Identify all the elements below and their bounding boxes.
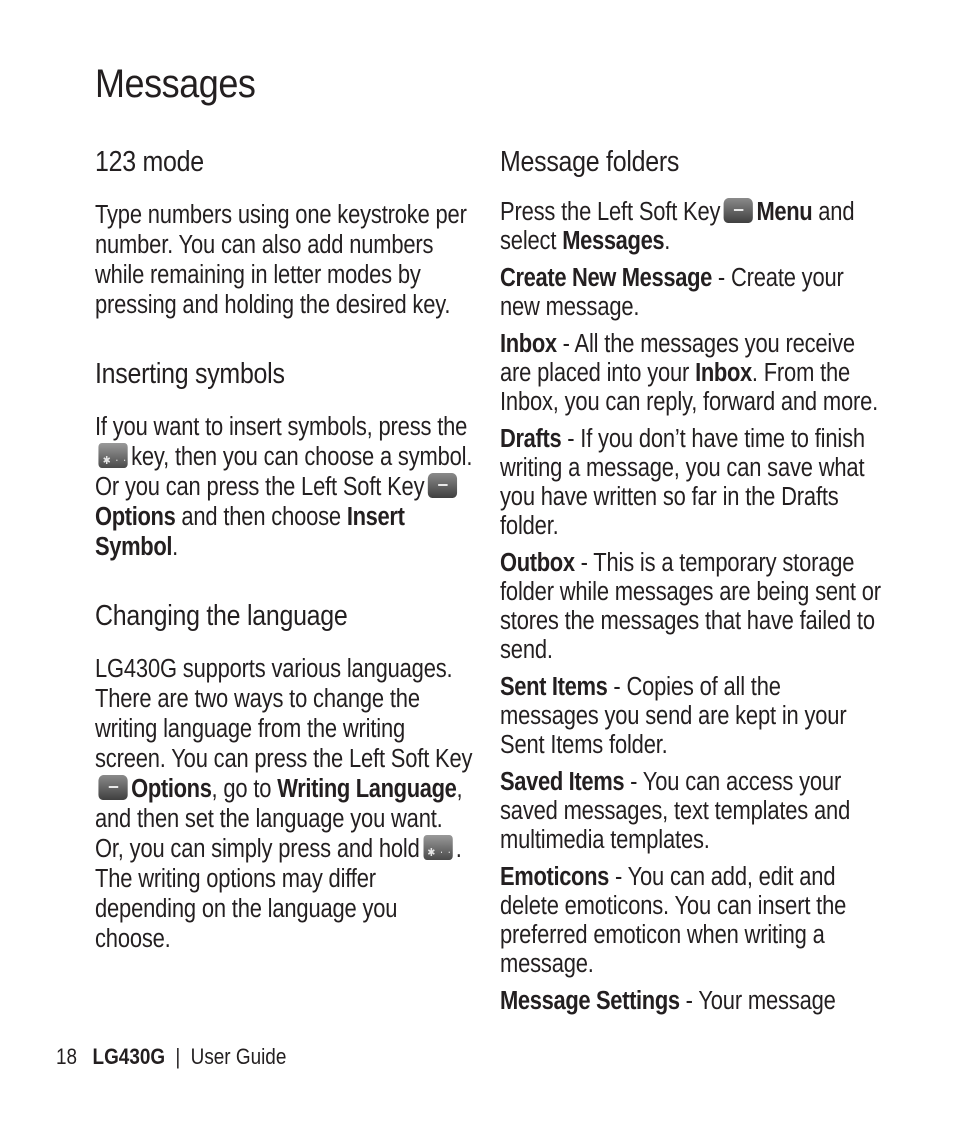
messages-term: Messages (562, 227, 665, 255)
writing-language-term: Writing Language (277, 775, 457, 803)
left-soft-key-icon (428, 473, 457, 498)
footer-label: User Guide (190, 1044, 287, 1069)
folder-item-outbox: Outbox - This is a temporary storage folder while messages are being sent or stores the messages that have failed to send. (500, 549, 881, 664)
left-column (95, 144, 473, 954)
folder-item-saved-items: Saved Items - You can access your saved messages, text templates and multimedia templates. (500, 768, 851, 854)
menu-term: Menu (756, 198, 813, 226)
section-text-inserting-symbols: If you want to insert symbols, press the✱ · ·key, then you can choose a symbol. Or you can press the Left Soft KeyOptions and then choose Insert Symbol. (95, 412, 472, 562)
folder-item-sent-items: Sent Items - Copies of all the messages you send are kept in your Sent Items folder. (500, 673, 847, 759)
insert-symbol-term: Insert Symbol (95, 503, 405, 561)
page-title: Messages (95, 62, 256, 106)
section-text-123-mode: Type numbers using one keystroke per number. You can also add numbers while remaining in letter modes by pressing and holding the desired key. (95, 201, 467, 319)
message-folders-intro: Press the Left Soft Key Menu and select Messages. (500, 198, 855, 255)
folder-item-inbox: Inbox - All the messages you receive are placed into your Inbox. From the Inbox, you can reply, forward and more. (500, 330, 879, 416)
folder-item-drafts: Drafts - If you don’t have time to finish writing a message, you can save what you have written so far in the Drafts folder. (500, 425, 865, 540)
left-soft-key-icon (98, 775, 127, 800)
star-key-icon (423, 835, 452, 860)
page-footer (56, 1044, 286, 1070)
section-heading-inserting-symbols: Inserting symbols (95, 358, 285, 390)
options-term: Options (95, 503, 176, 531)
folder-item-emoticons: Emoticons - You can add, edit and delete emoticons. You can insert the preferred emoticon when writing a message. (500, 863, 847, 978)
footer-model: LG430G (92, 1044, 166, 1069)
section-heading-changing-language: Changing the language (95, 600, 348, 632)
section-text-changing-language: LG430G supports various languages. There are two ways to change the writing language from the writing screen. You can press the Left Soft KeyOptions, go to Writing Language, and then set the language you want. Or, you can simply press and hold✱ · · . The writing options may differ depending on the language you choose. (95, 654, 472, 954)
section-heading-123-mode: 123 mode (95, 146, 204, 178)
options-term: Options (131, 775, 212, 803)
footer-separator: | (175, 1044, 181, 1069)
left-soft-key-icon (724, 198, 753, 223)
section-heading-message-folders: Message folders (500, 146, 680, 178)
star-key-icon (98, 443, 127, 468)
right-column (500, 144, 880, 1016)
page-number: 18 (56, 1044, 78, 1069)
folder-item-create-new-message: Create New Message - Create your new message. (500, 264, 844, 321)
folder-item-message-settings: Message Settings - Your message (500, 987, 836, 1015)
